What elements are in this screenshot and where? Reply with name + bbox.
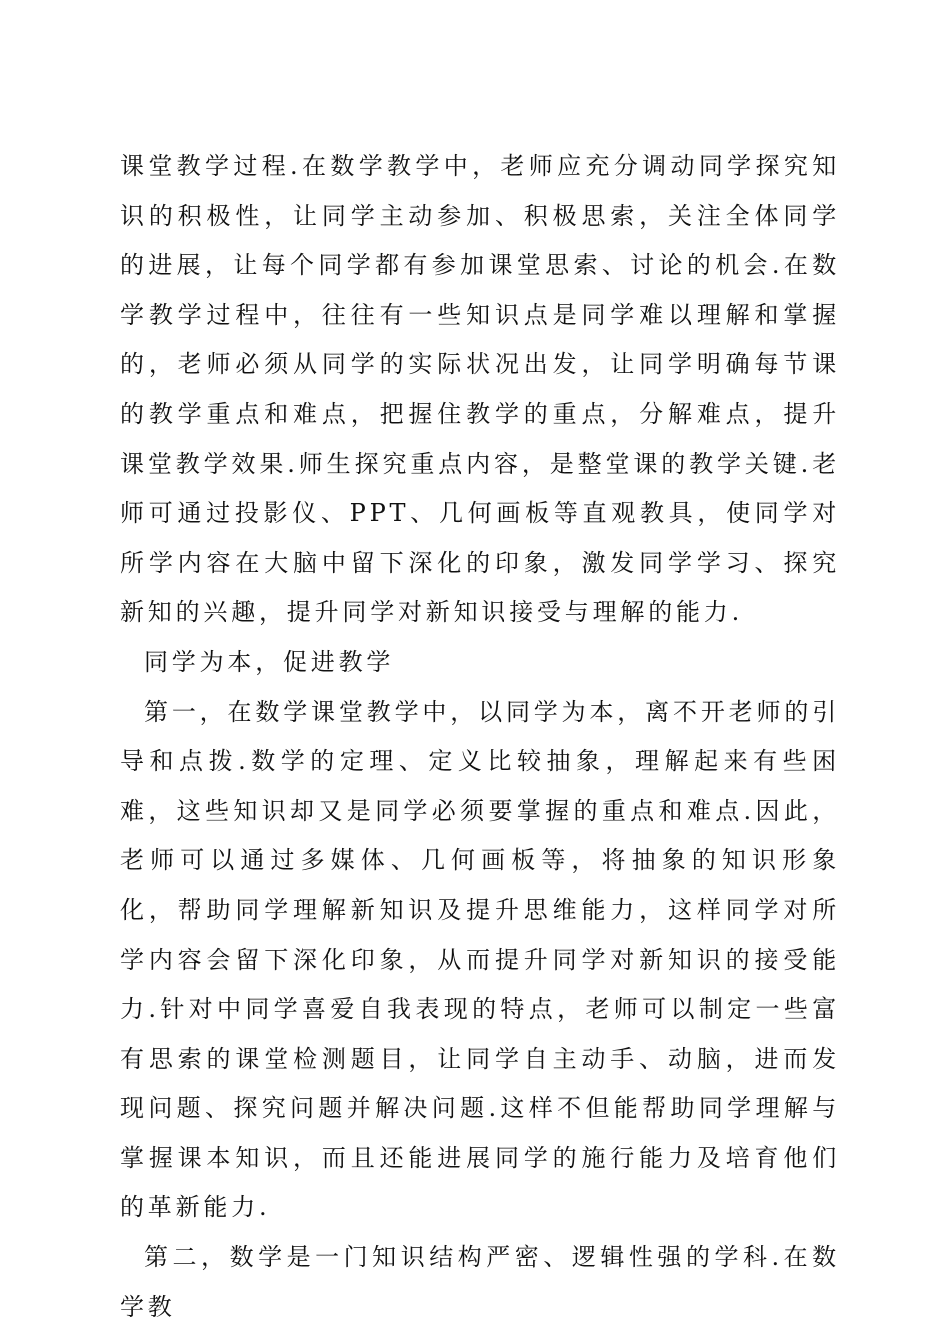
paragraph-first-point: 第一，在数学课堂教学中，以同学为本，离不开老师的引导和点拨.数学的定理、定义比较抽象，理解起来有些困难，这些知识却又是同学必须要掌握的重点和难点.因此，老师可以通过多媒体、几何画板等，将抽象的知识形象化，帮助同学理解新知识及提升思维能力，这样同学对所学内容会留下深化印象，从而提升同学对新知识的接受能力.针对中同学喜爱自我表现的特点，老师可以制定一些富有思索的课堂检测题目，让同学自主动手、动脑，进而发现问题、探究问题并解决问题.这样不但能帮助同学理解与掌握课本知识，而且还能进展同学的施行能力及培育他们的革新能力. xyxy=(120,697,840,1222)
paragraph-second-point: 第二，数学是一门知识结构严密、逻辑性强的学科.在数学教 xyxy=(120,1243,840,1321)
document-body xyxy=(120,142,840,1332)
section-heading: 同学为本，促进教学 xyxy=(144,647,395,676)
paragraph-classroom-teaching: 课堂教学过程.在数学教学中，老师应充分调动同学探究知识的积极性，让同学主动参加、积极思索，关注全体同学的进展，让每个同学都有参加课堂思索、讨论的机会.在数学教学过程中，往往有一些知识点是同学难以理解和掌握的，老师必须从同学的实际状况出发，让同学明确每节课的教学重点和难点，把握住教学的重点，分解难点，提升课堂教学效果.师生探究重点内容，是整堂课的教学关键.老师可通过投影仪、PPT、几何画板等直观教具，使同学对所学内容在大脑中留下深化的印象，激发同学学习、探究新知的兴趣，提升同学对新知识接受与理解的能力. xyxy=(120,152,840,627)
